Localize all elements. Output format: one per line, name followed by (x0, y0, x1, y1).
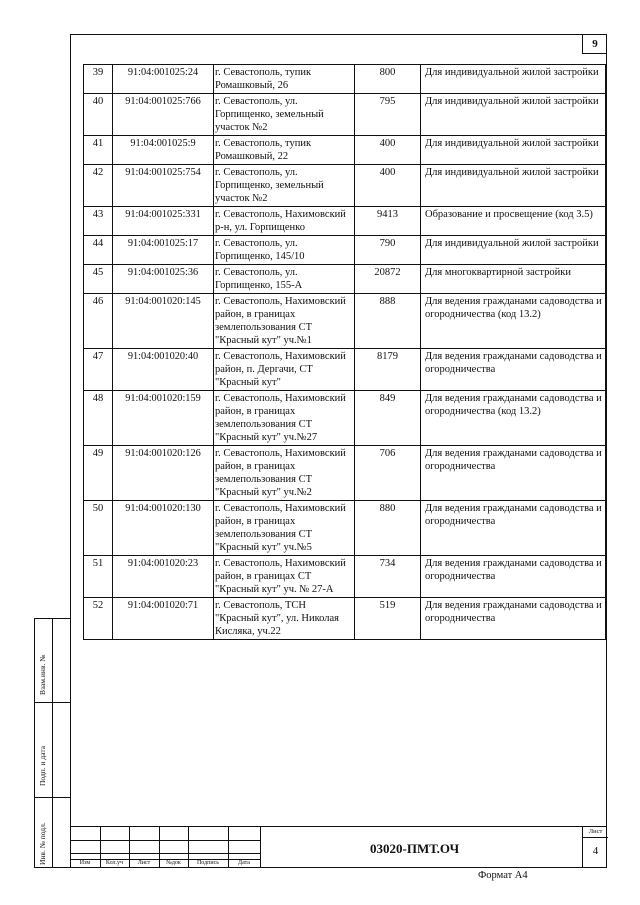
row-number: 52 (84, 598, 113, 640)
sheet-number: 4 (592, 845, 599, 857)
plot-area: 400 (355, 165, 421, 207)
document-code: 03020-ПМТ.ОЧ (370, 841, 460, 856)
permitted-use: Для ведения гражданами садоводства и огородничества (421, 501, 606, 556)
plot-area: 519 (355, 598, 421, 640)
table-row (84, 501, 606, 556)
row-number: 45 (84, 265, 113, 294)
side-label-signature-date: Подп. и дата (38, 745, 47, 786)
side-label-replaced-inv: Взам.инв. № (38, 654, 47, 695)
row-number: 40 (84, 94, 113, 136)
table-row (84, 94, 606, 136)
address: г. Севастополь, Нахимовский район, в границах СТ "Красный кут" уч. № 27-А (214, 556, 355, 598)
address: г. Севастополь, Нахимовский район, в границах землепользования СТ "Красный кут" уч.№27 (214, 391, 355, 446)
table-row (84, 598, 606, 640)
table-row (84, 265, 606, 294)
row-number: 44 (84, 236, 113, 265)
address: г. Севастополь, ул. Горпищенко, 155-А (214, 265, 355, 294)
permitted-use: Для индивидуальной жилой застройки (421, 236, 606, 265)
plot-area: 20872 (355, 265, 421, 294)
address: г. Севастополь, Нахимовский район, в границах землепользования СТ "Красный кут" уч.№1 (214, 294, 355, 349)
permitted-use: Для ведения гражданами садоводства и огородничества (421, 349, 606, 391)
cadastral-number: 91:04:001020:126 (113, 446, 214, 501)
cadastral-number: 91:04:001020:71 (113, 598, 214, 640)
plot-area: 849 (355, 391, 421, 446)
cadastral-number: 91:04:001020:145 (113, 294, 214, 349)
table-row (84, 136, 606, 165)
address: г. Севастополь, Нахимовский р-н, ул. Горпищенко (214, 207, 355, 236)
permitted-use: Для ведения гражданами садоводства и огородничества (421, 446, 606, 501)
caption-signature: Подпись (196, 860, 220, 866)
sheet-box (582, 827, 607, 867)
address: г. Севастополь, Нахимовский район, п. Дергачи, СТ "Красный кут" (214, 349, 355, 391)
table-row (84, 446, 606, 501)
row-number: 50 (84, 501, 113, 556)
plot-area: 888 (355, 294, 421, 349)
land-plots-table (83, 64, 606, 640)
cadastral-number: 91:04:001025:9 (113, 136, 214, 165)
plot-area: 795 (355, 94, 421, 136)
table-row (84, 207, 606, 236)
plot-area: 880 (355, 501, 421, 556)
permitted-use: Для многоквартирной застройки (421, 265, 606, 294)
row-number: 49 (84, 446, 113, 501)
permitted-use: Для индивидуальной жилой застройки (421, 136, 606, 165)
revision-grid (70, 827, 260, 867)
title-block (70, 826, 607, 868)
side-stamp-strip (34, 618, 70, 868)
cadastral-number: 91:04:001025:754 (113, 165, 214, 207)
plot-area: 734 (355, 556, 421, 598)
table-row (84, 556, 606, 598)
cadastral-number: 91:04:001020:40 (113, 349, 214, 391)
plot-area: 800 (355, 65, 421, 94)
permitted-use: Для индивидуальной жилой застройки (421, 65, 606, 94)
cadastral-number: 91:04:001025:24 (113, 65, 214, 94)
table-row (84, 294, 606, 349)
table-row (84, 65, 606, 94)
caption-date: Дата (238, 860, 250, 866)
cadastral-number: 91:04:001025:766 (113, 94, 214, 136)
cadastral-number: 91:04:001020:130 (113, 501, 214, 556)
plot-area: 706 (355, 446, 421, 501)
permitted-use: Для ведения гражданами садоводства и огородничества (421, 598, 606, 640)
cadastral-number: 91:04:001020:159 (113, 391, 214, 446)
permitted-use: Для индивидуальной жилой застройки (421, 165, 606, 207)
address: г. Севастополь, ул. Горпищенко, 145/10 (214, 236, 355, 265)
permitted-use: Образование и просвещение (код 3.5) (421, 207, 606, 236)
address: г. Севастополь, тупик Ромашковый, 22 (214, 136, 355, 165)
permitted-use: Для ведения гражданами садоводства и огородничества (код 13.2) (421, 391, 606, 446)
format-label: Формат А4 (478, 870, 528, 881)
table-row (84, 391, 606, 446)
plot-area: 400 (355, 136, 421, 165)
row-number: 42 (84, 165, 113, 207)
caption-change: Изм (79, 860, 91, 866)
page-number-box: 9 (582, 34, 607, 54)
caption-count: Кол.уч (105, 860, 124, 866)
cadastral-number: 91:04:001025:36 (113, 265, 214, 294)
plot-area: 9413 (355, 207, 421, 236)
cadastral-number: 91:04:001025:331 (113, 207, 214, 236)
permitted-use: Для ведения гражданами садоводства и огородничества (код 13.2) (421, 294, 606, 349)
row-number: 48 (84, 391, 113, 446)
address: г. Севастополь, ул. Горпищенко, земельный участок №2 (214, 165, 355, 207)
row-number: 39 (84, 65, 113, 94)
row-number: 51 (84, 556, 113, 598)
address: г. Севастополь, Нахимовский район, в границах землепользования СТ "Красный кут" уч.№2 (214, 446, 355, 501)
plot-area: 790 (355, 236, 421, 265)
side-label-original-inv: Инв. № подл. (38, 822, 47, 865)
caption-sheet: Лист (137, 860, 151, 866)
cadastral-number: 91:04:001020:23 (113, 556, 214, 598)
table-row (84, 349, 606, 391)
sheet-label: Лист (588, 828, 603, 835)
table-row (84, 165, 606, 207)
permitted-use: Для индивидуальной жилой застройки (421, 94, 606, 136)
plot-area: 8179 (355, 349, 421, 391)
address: г. Севастополь, тупик Ромашковый, 26 (214, 65, 355, 94)
row-number: 43 (84, 207, 113, 236)
address: г. Севастополь, ул. Горпищенко, земельный участок №2 (214, 94, 355, 136)
permitted-use: Для ведения гражданами садоводства и огородничества (421, 556, 606, 598)
row-number: 46 (84, 294, 113, 349)
cadastral-number: 91:04:001025:17 (113, 236, 214, 265)
caption-doc-no: №док (166, 860, 181, 866)
row-number: 41 (84, 136, 113, 165)
address: г. Севастополь, Нахимовский район, в границах землепользования СТ "Красный кут" уч.№5 (214, 501, 355, 556)
row-number: 47 (84, 349, 113, 391)
address: г. Севастополь, ТСН "Красный кут", ул. Николая Кисляка, уч.22 (214, 598, 355, 640)
table-row (84, 236, 606, 265)
